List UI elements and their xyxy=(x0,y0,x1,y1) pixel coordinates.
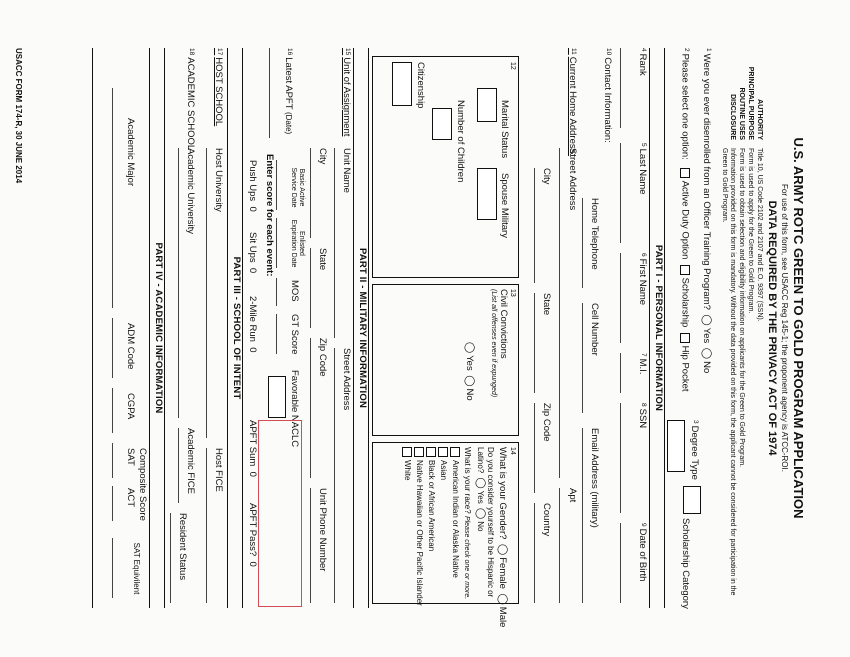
marital-status-label: Marital Status xyxy=(499,100,510,159)
form-title: U.S. ARMY ROTC GREEN TO GOLD PROGRAM APPLICATION xyxy=(791,137,806,519)
part3-title: PART III - SCHOOL OF INTENT xyxy=(231,256,242,400)
basd-label: Basic Active Service Date xyxy=(289,167,305,208)
host-fice-field[interactable] xyxy=(206,448,207,603)
privacy-act-title: DATA REQUIRED BY THE PRIVACY ACT OF 1974 xyxy=(766,200,778,456)
first-name-label: $^6$First Name xyxy=(637,253,648,306)
academic-school-label: $^{18}$ACADEMIC SCHOOL xyxy=(185,48,196,151)
city-label: City xyxy=(541,168,552,185)
sat-equivalent-field[interactable] xyxy=(112,538,113,598)
part4-top-rule xyxy=(164,48,165,608)
unit-phone-label: Unit Phone Number xyxy=(317,488,328,572)
convictions-yes-no: ◯Yes ◯No xyxy=(464,342,475,401)
cell-number-field[interactable] xyxy=(582,303,583,413)
two-mile-run-label: 2-Mile Run 0 xyxy=(247,296,258,353)
race-checkbox[interactable] xyxy=(402,447,412,457)
box13-number: 13 xyxy=(509,289,516,297)
mos-label: MOS xyxy=(289,280,300,302)
latest-apft-label: $^{16}$Latest APFT (Date) xyxy=(283,48,294,135)
apft-sum-label: APFT Sum 0 xyxy=(247,420,258,477)
home-phone-field[interactable] xyxy=(582,198,583,288)
convictions-no-radio[interactable]: ◯ xyxy=(464,375,475,387)
gender-question: What is your Gender? ◯Female ◯Male xyxy=(497,447,508,628)
part2-title: PART II - MILITARY INFORMATION xyxy=(357,247,368,409)
unit-phone-field[interactable] xyxy=(310,488,311,603)
country-label: Country xyxy=(541,503,552,537)
ssn-field[interactable] xyxy=(620,403,621,513)
apt-label: Apt xyxy=(567,488,578,503)
unit-name-label: Unit Name xyxy=(341,148,352,193)
sit-ups-label: Sit Ups 0 xyxy=(247,232,258,274)
part1-title-rule xyxy=(649,48,650,608)
host-university-label: Host University xyxy=(213,148,224,212)
civil-convictions-label: Civil Convictions xyxy=(498,289,509,359)
form-number-footer xyxy=(11,48,23,608)
home-phone-label: Home Telephone xyxy=(589,198,600,270)
sat-label: SAT xyxy=(125,448,136,466)
hispanic-yes-radio[interactable]: ◯ xyxy=(474,477,486,489)
degree-type-field[interactable] xyxy=(667,420,685,472)
race-option: Black or African American xyxy=(426,447,436,551)
marital-status-field[interactable] xyxy=(477,88,497,122)
authority-text: Title 10, US Code 2102 and 2107 and E.O. 9397 (SSN). xyxy=(756,148,763,322)
box14-number: 14 xyxy=(509,447,516,455)
etsd-field[interactable] xyxy=(276,218,277,268)
spouse-military-field[interactable] xyxy=(477,168,497,220)
spouse-military-label: Spouse Military xyxy=(499,173,510,238)
unit-zip-field[interactable] xyxy=(310,338,311,478)
last-name-field[interactable] xyxy=(620,143,621,243)
resident-status-field[interactable] xyxy=(170,513,171,603)
unit-name-field[interactable] xyxy=(334,148,335,338)
part1-title: PART I - PERSONAL INFORMATION xyxy=(653,244,664,412)
part4-title: PART IV - ACADEMIC INFORMATION xyxy=(153,242,164,414)
run-value: 0 xyxy=(247,347,258,353)
authority-label: AUTHORITY xyxy=(756,99,763,140)
country-field[interactable] xyxy=(534,503,535,603)
apt-field[interactable] xyxy=(559,488,560,603)
race-option: Native Hawaiian or Other Pacific Islander xyxy=(414,447,424,606)
gt-score-field[interactable] xyxy=(276,314,277,354)
race-option: White xyxy=(402,447,412,480)
active-duty-checkbox[interactable] xyxy=(680,168,690,178)
academic-fice-label: Academic FICE xyxy=(185,428,196,494)
state-label: State xyxy=(541,293,552,316)
dob-field[interactable] xyxy=(620,523,621,603)
race-option: Asian xyxy=(438,447,448,480)
host-fice-label: Host FICE xyxy=(213,448,224,492)
citizenship-label: Citizenship xyxy=(415,62,426,109)
sat-equivalent-label: SAT Equivilent xyxy=(132,542,141,595)
q1-no-radio[interactable]: ◯ xyxy=(701,347,712,360)
part1-top-rule xyxy=(664,48,665,608)
naclc-field[interactable] xyxy=(268,376,286,418)
citizenship-field[interactable] xyxy=(392,62,412,106)
convictions-note: (List all offenses even if expunged) xyxy=(490,289,497,398)
naclc-label: Favorable NACLC xyxy=(289,370,300,448)
ssn-label: $^8$SSN xyxy=(637,403,648,429)
cgpa-label: CGPA xyxy=(125,393,136,420)
rank-label: $^4$Rank xyxy=(637,48,648,76)
race-checkbox[interactable] xyxy=(450,447,460,457)
routine-uses-text: Form is used to obtain selection and eligibility information on applicants for the Green to Gold Program. xyxy=(738,148,745,468)
apft-pass-value: 0 xyxy=(247,561,258,567)
q2-option-select: $^2$Please select one option: Active Duty Option Scholarship Hip Pocket xyxy=(679,48,691,392)
hispanic-no-radio[interactable]: ◯ xyxy=(474,507,486,520)
adm-code-label: ADM Code xyxy=(125,323,136,370)
apft-highlight-box xyxy=(258,420,302,607)
purpose-label: PRINCIPAL PURPOSE xyxy=(747,66,754,140)
city-field[interactable] xyxy=(534,168,535,283)
scholarship-category-label: Scholarship Category xyxy=(680,518,691,609)
unit-street-field[interactable] xyxy=(334,348,335,603)
disclosure-text: Information provided on this form is mandatory. Without the data provided on this form, the applicant cannot be considered for participation in the Green to Gold Program. xyxy=(720,148,736,596)
hispanic-question: Do you consider yourself to be Hispanic or Latino? ◯Yes ◯No xyxy=(474,447,495,598)
sat-field[interactable] xyxy=(112,443,113,478)
unit-city-field[interactable] xyxy=(310,148,311,238)
scholarship-category-field[interactable] xyxy=(683,486,701,514)
unit-assignment-label: $^{15}$Unit of Assignment xyxy=(341,48,352,137)
act-label: ACT xyxy=(125,488,136,507)
unit-zip-label: Zip Code xyxy=(317,338,328,377)
academic-major-label: Academic Major xyxy=(125,118,136,187)
form-number: USACC FORM 174-R, 30 JUNE 2014 xyxy=(14,48,23,184)
zip-label: Zip Code xyxy=(541,403,552,442)
apft-date-field[interactable] xyxy=(269,48,270,138)
box12-number: 12 xyxy=(509,62,516,70)
adm-code-field[interactable] xyxy=(112,318,113,378)
degree-type-label: $^3$Degree Type xyxy=(689,420,700,480)
apft-pass-label: APFT Pass? 0 xyxy=(247,503,258,567)
street-address-field[interactable] xyxy=(559,148,560,478)
academic-university-label: Academic University xyxy=(185,148,196,235)
push-ups-label: Push Ups 0 xyxy=(247,160,258,212)
state-field[interactable] xyxy=(534,293,535,393)
q1-disenrolled: $^1$Were you ever disenrolled from an Officer Training Program? ◯Yes ◯No xyxy=(701,48,712,374)
purpose-text: Form is used to apply for the Green to Gold Program. xyxy=(747,148,754,314)
race-checkbox[interactable] xyxy=(438,447,448,457)
scholarship-checkbox[interactable] xyxy=(680,265,690,275)
part2-top-rule xyxy=(368,48,369,608)
routine-uses-label: ROUTINE USES xyxy=(738,87,745,140)
gt-score-label: GT Score xyxy=(289,314,300,355)
form-subtitle: For use of this form, see USACC Reg 145-1; the proponent agency is ATCC-ROI. xyxy=(780,184,789,472)
apft-sum-value: 0 xyxy=(247,471,258,477)
dob-label: $^9$Date of Birth xyxy=(637,523,648,582)
host-school-label: $^{17}$HOST SCHOOL xyxy=(213,48,224,127)
part3-title-rule xyxy=(227,48,228,608)
act-field[interactable] xyxy=(112,486,113,521)
q1-yes-radio[interactable]: ◯ xyxy=(701,314,712,326)
disclosure-label: DISCLOSURE xyxy=(729,94,736,140)
part3-top-rule xyxy=(242,48,243,608)
push-ups-value: 0 xyxy=(247,206,258,212)
email-label: Email Address (military) xyxy=(589,428,600,528)
street-address-label: Street Address xyxy=(567,148,578,211)
contact-info-label: $^{10}$Contact Information: xyxy=(602,48,613,143)
etsd-label: Enlisted Expiration Date xyxy=(289,219,305,268)
part2-title-rule xyxy=(353,48,354,608)
cgpa-field[interactable] xyxy=(112,388,113,433)
academic-major-field[interactable] xyxy=(112,88,113,308)
race-checkbox[interactable] xyxy=(426,447,436,457)
enter-score-label: Enter score for each event: xyxy=(264,154,275,277)
zip-field[interactable] xyxy=(534,403,535,493)
race-question: What is your race? Please check one or more. xyxy=(463,447,472,600)
unit-state-label: State xyxy=(317,248,328,271)
email-field[interactable] xyxy=(582,428,583,603)
female-radio[interactable]: ◯ xyxy=(497,544,508,556)
unit-state-field[interactable] xyxy=(310,248,311,328)
academic-university-field[interactable] xyxy=(178,148,179,418)
first-name-field[interactable] xyxy=(620,253,621,343)
host-university-field[interactable] xyxy=(206,148,207,438)
mos-field[interactable] xyxy=(276,278,277,306)
mi-field[interactable] xyxy=(620,353,621,393)
rank-field[interactable] xyxy=(620,48,621,128)
last-name-label: $^5$Last Name xyxy=(637,143,648,195)
green-to-gold-application-form xyxy=(45,48,806,628)
race-checkbox[interactable] xyxy=(414,447,424,457)
academic-fice-field[interactable] xyxy=(178,428,179,503)
composite-score-label: Composite Score xyxy=(137,448,148,521)
children-field[interactable] xyxy=(432,108,452,140)
convictions-yes-radio[interactable]: ◯ xyxy=(464,342,475,354)
race-option: American Indian or Alaska Native xyxy=(450,447,460,578)
resident-status-label: Resident Status xyxy=(177,513,188,581)
hip-pocket-checkbox[interactable] xyxy=(680,333,690,343)
current-address-label: $^{11}$Current Home Address: xyxy=(567,48,578,157)
male-radio[interactable]: ◯ xyxy=(497,593,508,605)
mi-label: $^7$M.I. xyxy=(637,353,648,375)
basd-field[interactable] xyxy=(276,160,277,210)
part4-title-rule xyxy=(149,48,150,608)
sit-ups-value: 0 xyxy=(247,267,258,274)
children-label: Number of Children xyxy=(455,100,466,183)
form-bottom-rule xyxy=(92,48,93,608)
unit-city-label: City xyxy=(317,148,328,165)
cell-number-label: Cell Number xyxy=(589,303,600,356)
unit-street-label: Street Address xyxy=(341,348,352,411)
